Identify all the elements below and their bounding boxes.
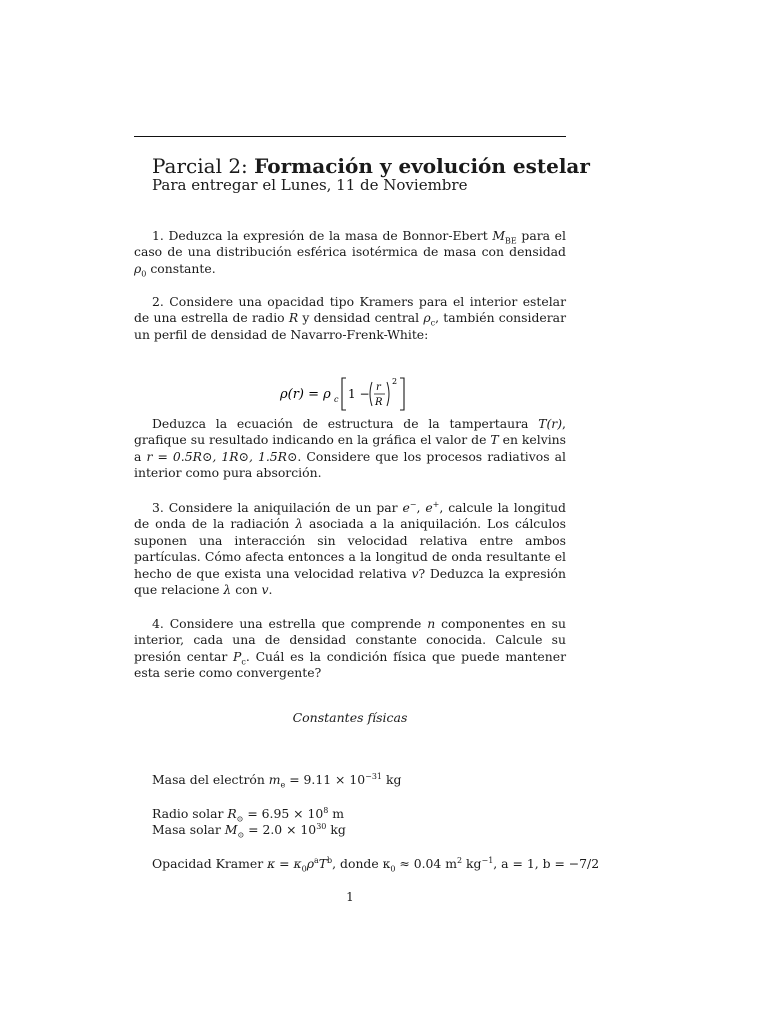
left-bracket — [342, 378, 346, 410]
p2-text-a: 2. Considere una opacidad tipo Kramers para el interior estelar de una estrella de radio — [134, 294, 566, 326]
p2-text-b: y densidad central — [298, 310, 424, 326]
const-opacity-m-exp: 2 — [457, 855, 463, 865]
constants-title: Constantes físicas — [292, 710, 408, 725]
const-mass-sub: ⊙ — [237, 830, 245, 840]
p3-lambda: λ — [295, 516, 304, 532]
const-radius-label: Radio solar — [152, 806, 228, 821]
eq-exponent: 2 — [392, 377, 398, 386]
p2-after-a: Deduzca la ecuación de estructura de la tampertaura — [152, 416, 539, 431]
const-opacity-kappa-sub: 0 — [301, 864, 307, 874]
const-solar-mass — [152, 822, 346, 838]
const-electron-label: Masa del electrón — [152, 772, 269, 787]
p4-n: n — [427, 616, 436, 631]
eq-lhs-sub: c — [334, 395, 339, 404]
const-opacity-k0-sub: 0 — [390, 864, 396, 874]
problem-1 — [134, 228, 566, 277]
p3-lambda-2: λ — [223, 582, 232, 598]
right-bracket — [400, 378, 404, 410]
const-radius-sym: R — [227, 806, 237, 821]
p2-symbol-r: R — [288, 310, 299, 326]
const-mass-exp: 30 — [316, 821, 327, 831]
p3-v-2: v — [261, 582, 269, 598]
title-bold: Formación y evolución estelar — [254, 154, 590, 178]
p1-sub-rho: 0 — [141, 269, 147, 279]
p2-symbol-rho: ρ — [423, 310, 431, 326]
page-subtitle: Para entregar el Lunes, 11 de Noviembre — [152, 176, 468, 194]
p3-electron: e — [402, 500, 410, 515]
const-opacity-label: Opacidad Kramer — [152, 856, 268, 871]
p4-text-a: 4. Considere una estrella que comprende — [152, 616, 428, 631]
eq-denominator: R — [375, 397, 383, 408]
p3-text-c: asociada a la aniquilación. Los cálculos suponen una interacción sin velocidad relativa entre ambos partículas. Cómo afecta entonces a la longitud de onda resultante el hecho de que exista una velocidad relativa — [134, 516, 567, 581]
problem-4 — [134, 616, 566, 682]
const-opacity-mid: , donde κ — [332, 856, 391, 871]
p4-pressure: P — [233, 648, 242, 664]
problem-3 — [134, 500, 566, 598]
p3-electron-sup: − — [409, 499, 417, 509]
right-paren — [387, 382, 389, 406]
p3-text-d: ? Deduzca la expresión que relacione — [134, 565, 566, 598]
p4-text-b: componentes en su interior, cada una de densidad constante conocida. Calcule su presión centar — [134, 616, 566, 664]
nfw-equation — [280, 374, 420, 418]
const-mass-unit: kg — [326, 822, 346, 837]
const-electron-mass — [152, 772, 401, 788]
const-opacity-kg-exp: −1 — [481, 855, 494, 865]
p2-radii: r = 0.5R⊙, 1R⊙, 1.5R⊙ — [146, 448, 298, 464]
const-mass-label: Masa solar — [152, 822, 225, 837]
page-title — [152, 154, 590, 178]
const-electron-sym: m — [268, 772, 281, 787]
const-radius-exp: 8 — [323, 805, 329, 815]
const-electron-sub: e — [280, 780, 286, 790]
const-electron-exp: −31 — [365, 771, 383, 781]
const-opacity-kappa: κ = κ — [267, 856, 302, 871]
p2-sub-rho: c — [430, 318, 436, 328]
p4-text-c: . Cuál es la condición física que puede mantener esta serie como convergente? — [134, 648, 567, 681]
problem-2 — [134, 294, 566, 343]
const-radius-unit: m — [328, 806, 345, 821]
p3-text-f: . — [268, 582, 273, 598]
p3-text-b: , calcule la longitud de onda de la radiación — [134, 500, 566, 532]
const-radius-sub: ⊙ — [236, 814, 244, 824]
p3-comma: , — [416, 500, 426, 515]
p1-symbol-rho: ρ — [134, 260, 142, 276]
const-opacity-approx: ≈ 0.04 m — [395, 856, 458, 871]
left-paren — [370, 382, 372, 406]
page-number: 1 — [346, 890, 354, 904]
const-opacity-rest: , a = 1, b = −7/2 — [493, 856, 600, 871]
p1-text-b: para el caso de una distribución esférica isotérmica de masa con densidad — [134, 228, 566, 260]
p4-pressure-sub: c — [241, 657, 246, 667]
const-opacity-kg: kg — [462, 856, 482, 871]
const-mass-val: = 2.0 × 10 — [244, 822, 317, 837]
p3-text-e: con — [231, 582, 262, 598]
eq-one-minus: 1 − — [348, 387, 370, 401]
const-radius-val: = 6.95 × 10 — [243, 806, 324, 821]
const-solar-radius — [152, 806, 344, 822]
const-opacity-b-sup: b — [327, 855, 333, 865]
const-mass-sym: M — [224, 822, 238, 837]
p2-symbol-t2: T — [490, 432, 499, 448]
top-rule — [134, 136, 566, 137]
title-prefix: Parcial 2: — [152, 154, 248, 178]
p1-sub-be: BE — [505, 236, 517, 246]
problem-2-continued — [134, 416, 566, 482]
p2-after-b: , grafique su resultado indicando en la gráfica el valor de — [134, 416, 566, 448]
p1-symbol-m: M — [492, 228, 506, 243]
const-electron-val: = 9.11 × 10 — [285, 772, 366, 787]
p2-after-d: . Considere que los procesos radiativos al interior como pura absorción. — [134, 448, 567, 481]
const-opacity-t: T — [318, 856, 328, 871]
p2-after-c: en kelvins a — [134, 432, 567, 464]
eq-numerator: r — [376, 382, 381, 393]
eq-lhs: ρ(r) = ρ — [280, 387, 331, 402]
p3-text-a: 3. Considere la aniquilación de un par — [152, 500, 403, 515]
const-kramer-opacity — [152, 856, 599, 872]
const-opacity-a-sup: a — [314, 855, 319, 865]
p2-symbol-t: T(r) — [538, 416, 563, 431]
p3-positron-sup: + — [432, 499, 440, 509]
const-opacity-rho: ρ — [306, 856, 314, 871]
p1-text-c: constante. — [146, 260, 216, 276]
p1-text-a: 1. Deduzca la expresión de la masa de Bonnor-Ebert — [152, 228, 493, 243]
const-electron-unit: kg — [382, 772, 402, 787]
p3-positron: e — [425, 500, 433, 515]
p3-v: v — [411, 565, 419, 581]
p2-text-c: , también considerar un perfil de densidad de Navarro-Frenk-White: — [134, 310, 566, 342]
